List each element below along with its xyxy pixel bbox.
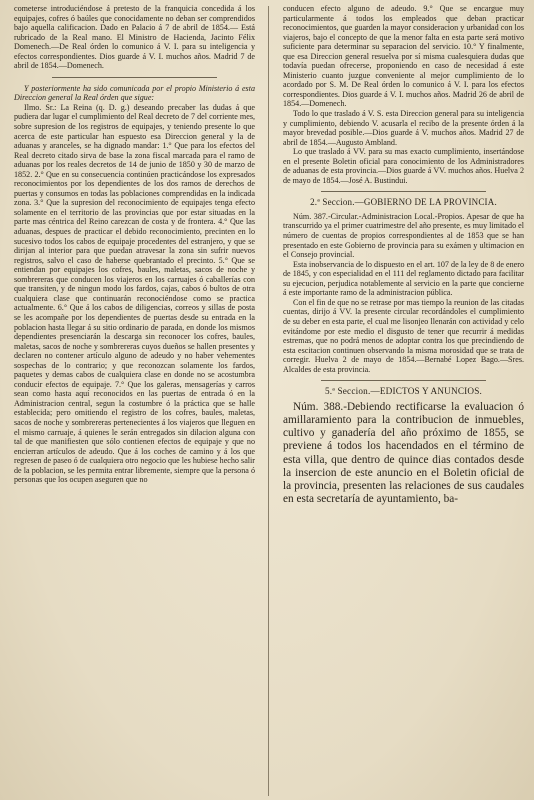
inobservance-paragraph: Esta inobservancia de lo dispuesto en el art. 107 de la ley de 8 de enero de 1845, y con especialidad en el 111 del reglamento dictado para facilitar su ejecucion, perjudica notablemente al servicio en la parte que concierne á este importante ramo de la administracion pública. [283,259,524,298]
divider [52,77,217,78]
italic-intro: Y posteriormente ha sido comunicada por el propio Ministerio á esta Direccion general la Real órden que sigue: [14,83,255,103]
circular-387: Núm. 387.-Circular.-Administracion Local.-Propios. Apesar de que ha transcurrido ya el primer cuatrimestre del año presente, es muy limitado el número de cuentas de propios correspondientes al de 1853 que se han presentado en este Gobierno de provincia para su exámen y ultimacion en el Consejo provincial. [283,211,524,260]
column-divider [268,6,269,796]
left-column [14,4,255,485]
divider [321,191,486,192]
right-column [283,4,524,506]
royal-order-text: Ilmo. Sr.: La Reina (q. D. g.) deseando precaber las dudas á que pudiera dar lugar el cumplimiento del Real decreto de 7 del corriente mes, sobre supresion de los registros de equipajes, y teniendo presente lo que acerca de este particular han espuesto esa Direccion general y la de aduanas y aranceles, se ha dignado mandar: 1.° Que para los efectos del Real decreto citado sirva de base la zona fiscal marcada para el ramo de aduanas por los reales decretos de 14 de junio de 1850 y 30 de marzo de 1852. 2.° Que en su consecuencia continúen practicándose los expresados reconocimientos por los dependientes de los dos ramos de derechos de puertas y consumos en todas las poblaciones comprendidas en la indicada zona. 3.° Que la supresion del reconocimiento de equipajes tenga efecto solamente en el territorio de las provincias que por estar situadas en la parte mas céntrica del Reino carezcan de costa y de frontera. 4.° Que las aduanas, despues de practicar el debido reconocimiento, precinten en lo sucesivo todos los cabos de equipaje procedentes del estranjero, y que se dirijan al interior para que puedan atravesar la zona sin sufrir nuevos registros, salvo el caso de haberse quebrantado el precinto. 5.° Que se entiendan por equipajes los cofres, baules, maletas, sacos de noche y sombrereras que conducen los viajeros en los carruajes ó caballerías con que transiten, y de ningun modo los fardos, cajas, cabos ó bultos de otra cualquiera clase que continuarán reconociéndose como se practica actualmente. 6.° Que á los cabos de diligencias, correos y sillas de posta se les acompañe por los dependientes de puertas desde su entrada en la poblacion hasta llegar á su sitio ordinario de parada, en donde los mismos dependientes presenciarán la descarga sin reconocer los cofres, baules, maletas, sacos de noche y sombrereras cuyos dueños se hallen presentes y declaren no contener artículo alguno de adeudo y no haber vehementes sospechas de lo contrario; y que reconozcan solamente los fardos, paquetes y demas cabos de cualquiera clase en donde no se acostumbra conducir efectos de equipaje. 7.° Que los galeras, mensagerías y carros sean como hasta aquí reconocidos en las puertas de entrada ó en la Administracion central, segun la costumbre ó la práctica que se halle establecida; pero omitiendo el registro de los cofres, baules, maletas, sacos de noche y sombrereras pertenecientes á los viajeros que lleguen en el mismo carruaje, á quienes le serán entregados sin dilacion alguna con tal de que manifiesten que sólo contienen efectos de equipaje y que no encierran artículos de adeudo. Que á los coches de camino y á los que regresen de paseo ó de cualquiera otro negocio que les hubiese hecho salir de la poblacion, se les permita entrar libremente, siempre que la persona ó personas que los ocupen aseguren que no [14,102,255,485]
royal-order-continuation: conducen efecto alguno de adeudo. 9.° Que se encargue muy particularmente á todos los empleados que deban practicar reconocimientos, que guarden la mayor consideracion y urbanidad con los viajeros, bajo el concepto de que la menor falta en esta parte será motivo suficiente para determinar su separacion del servicio. 10.° Y finalmente, que esa Direccion general resuelva por sí misma cualesquiera dudas que todavía puedan ofrecerse, proponiendo en caso de necesidad á este Ministerio cuanto juzgue conveniente al mejor cumplimiento de lo acordado por S. M. De Real órden lo comunico á V. I. para los efectos correspondientes. Dios guarde á V. I. muchos años. Madrid 26 de abril de 1854.—Domenech. [283,4,524,109]
governor-transfer: Lo que traslado á VV. para su mas exacto cumplimiento, insertándose en el presente Boletin oficial para conocimiento de los Administradores de aduanas de esta provincia.—Dios guarde á VV. muchos años. Huelva 2 de mayo de 1854.—José A. Bustindui. [283,147,524,185]
decree-continuation: cometerse introduciéndose á pretesto de la franquicia concedida á los equipajes, cofres ó baúles que conocidamente no deban ser comprendidos bajo aquella calificacion. Dado en Palacio á 7 de abril de 1854.— Está rubricado de la Real mano. El Ministro de Hacienda, Jacinto Félix Domenech.—De Real órden lo comunico á V. I. para su inteligencia y efectos correspondientes. Dios guarde á V. I. muchos años. Madrid 7 de abril de 1854.—Domenech. [14,4,255,71]
closing-paragraph: Con el fin de que no se retrase por mas tiempo la reunion de las citadas cuentas, dirijo á VV. la presente circular recordándoles el cumplimiento de su deber en esta parte, el cual me lisonjeo llenarán con actividad y celo evitándome por este medio el disgusto de tener que recurrir á medidas estremas, que no podrá menos de adoptar contra los que precindiendo de esta escitacion continuen observando la misma morosidad que se trata de corregir. Huelva 2 de mayo de 1854.—Bernabé Lopez Bago.—Sres. Alcaldes de esta provincia. [283,297,524,374]
section-2-heading: 2.ª Seccion.—GOBIERNO DE LA PROVINCIA. [310,197,497,208]
divider [321,380,486,381]
section-5-heading: 5.ª Seccion.—EDICTOS Y ANUNCIOS. [324,386,483,397]
notice-388: Núm. 388.-Debiendo rectificarse la evaluacion ó amillaramiento para la contribucion de inmuebles, cultivo y ganadería del año próximo de 1855, se previene á todos los hacendados en el término de esta villa, que dentro de quince dias contados desde la insercion de este anuncio en el Boletin oficial de la provincia, presenten las relaciones de sus caudales en esta secretaría de ayuntamiento, ba- [283,400,524,506]
direccion-transfer: Todo lo que traslado á V. S. esta Direccion general para su inteligencia y cumplimiento, debiendo V. acusarla el recibo de la presente órden á la mayor brevedad posible.—Dios guarde á V. muchos años. Madrid 27 de abril de 1854.—Augusto Ambland. [283,109,524,147]
